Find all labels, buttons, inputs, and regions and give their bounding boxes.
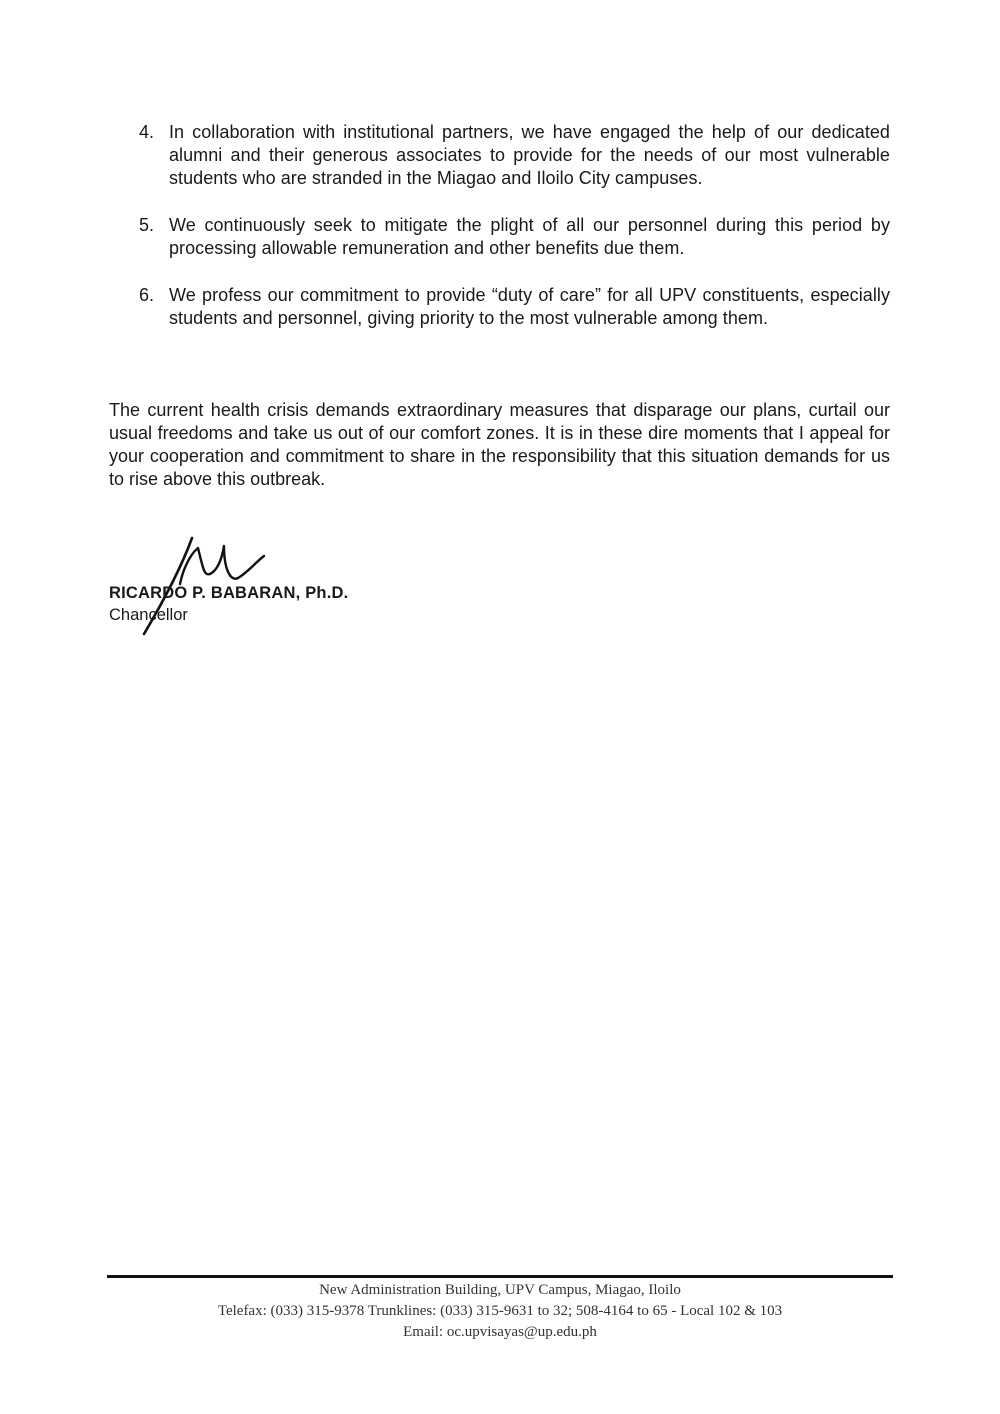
closing-paragraph: The current health crisis demands extraordinary measures that disparage our plans, curtail our usual freedoms and take us out of our comfort zones. It is in these dire moments that I appeal for your cooperation and commitment to share in the responsibility that this situation demands for us to rise above this outbreak. [109, 400, 890, 489]
list-item-number: 4. [139, 122, 155, 142]
footer-phones: Telefax: (033) 315-9378 Trunklines: (033) 315-9631 to 32; 508-4164 to 65 - Local 102 & 103 [217, 1303, 783, 1319]
list-item-text: We profess our commitment to provide “duty of care” for all UPV constituents, especially students and personnel, giving priority to the most vulnerable among them. [169, 285, 890, 328]
list-item [136, 214, 890, 260]
footer-address: New Administration Building, UPV Campus, Miagao, Iloilo [319, 1282, 681, 1298]
signatory-title: Chancellor [109, 606, 188, 624]
signatory-name: RICARDO P. BABARAN, Ph.D. [109, 584, 349, 602]
footer-email: Email: oc.upvisayas@up.edu.ph [403, 1324, 597, 1340]
list-item-number: 6. [139, 285, 155, 305]
letterhead-footer [100, 1280, 900, 1343]
list-item-text: In collaboration with institutional partners, we have engaged the help of our dedicated alumni and their generous associates to provide for the needs of our most vulnerable students who are stranded in the Miagao and Iloilo City campuses. [169, 122, 890, 188]
numbered-list [136, 121, 890, 354]
footer-divider [107, 1275, 893, 1278]
list-item [136, 121, 890, 190]
list-item-number: 5. [139, 215, 155, 235]
list-item-text: We continuously seek to mitigate the plight of all our personnel during this period by processing allowable remuneration and other benefits due them. [169, 215, 890, 258]
list-item [136, 284, 890, 330]
